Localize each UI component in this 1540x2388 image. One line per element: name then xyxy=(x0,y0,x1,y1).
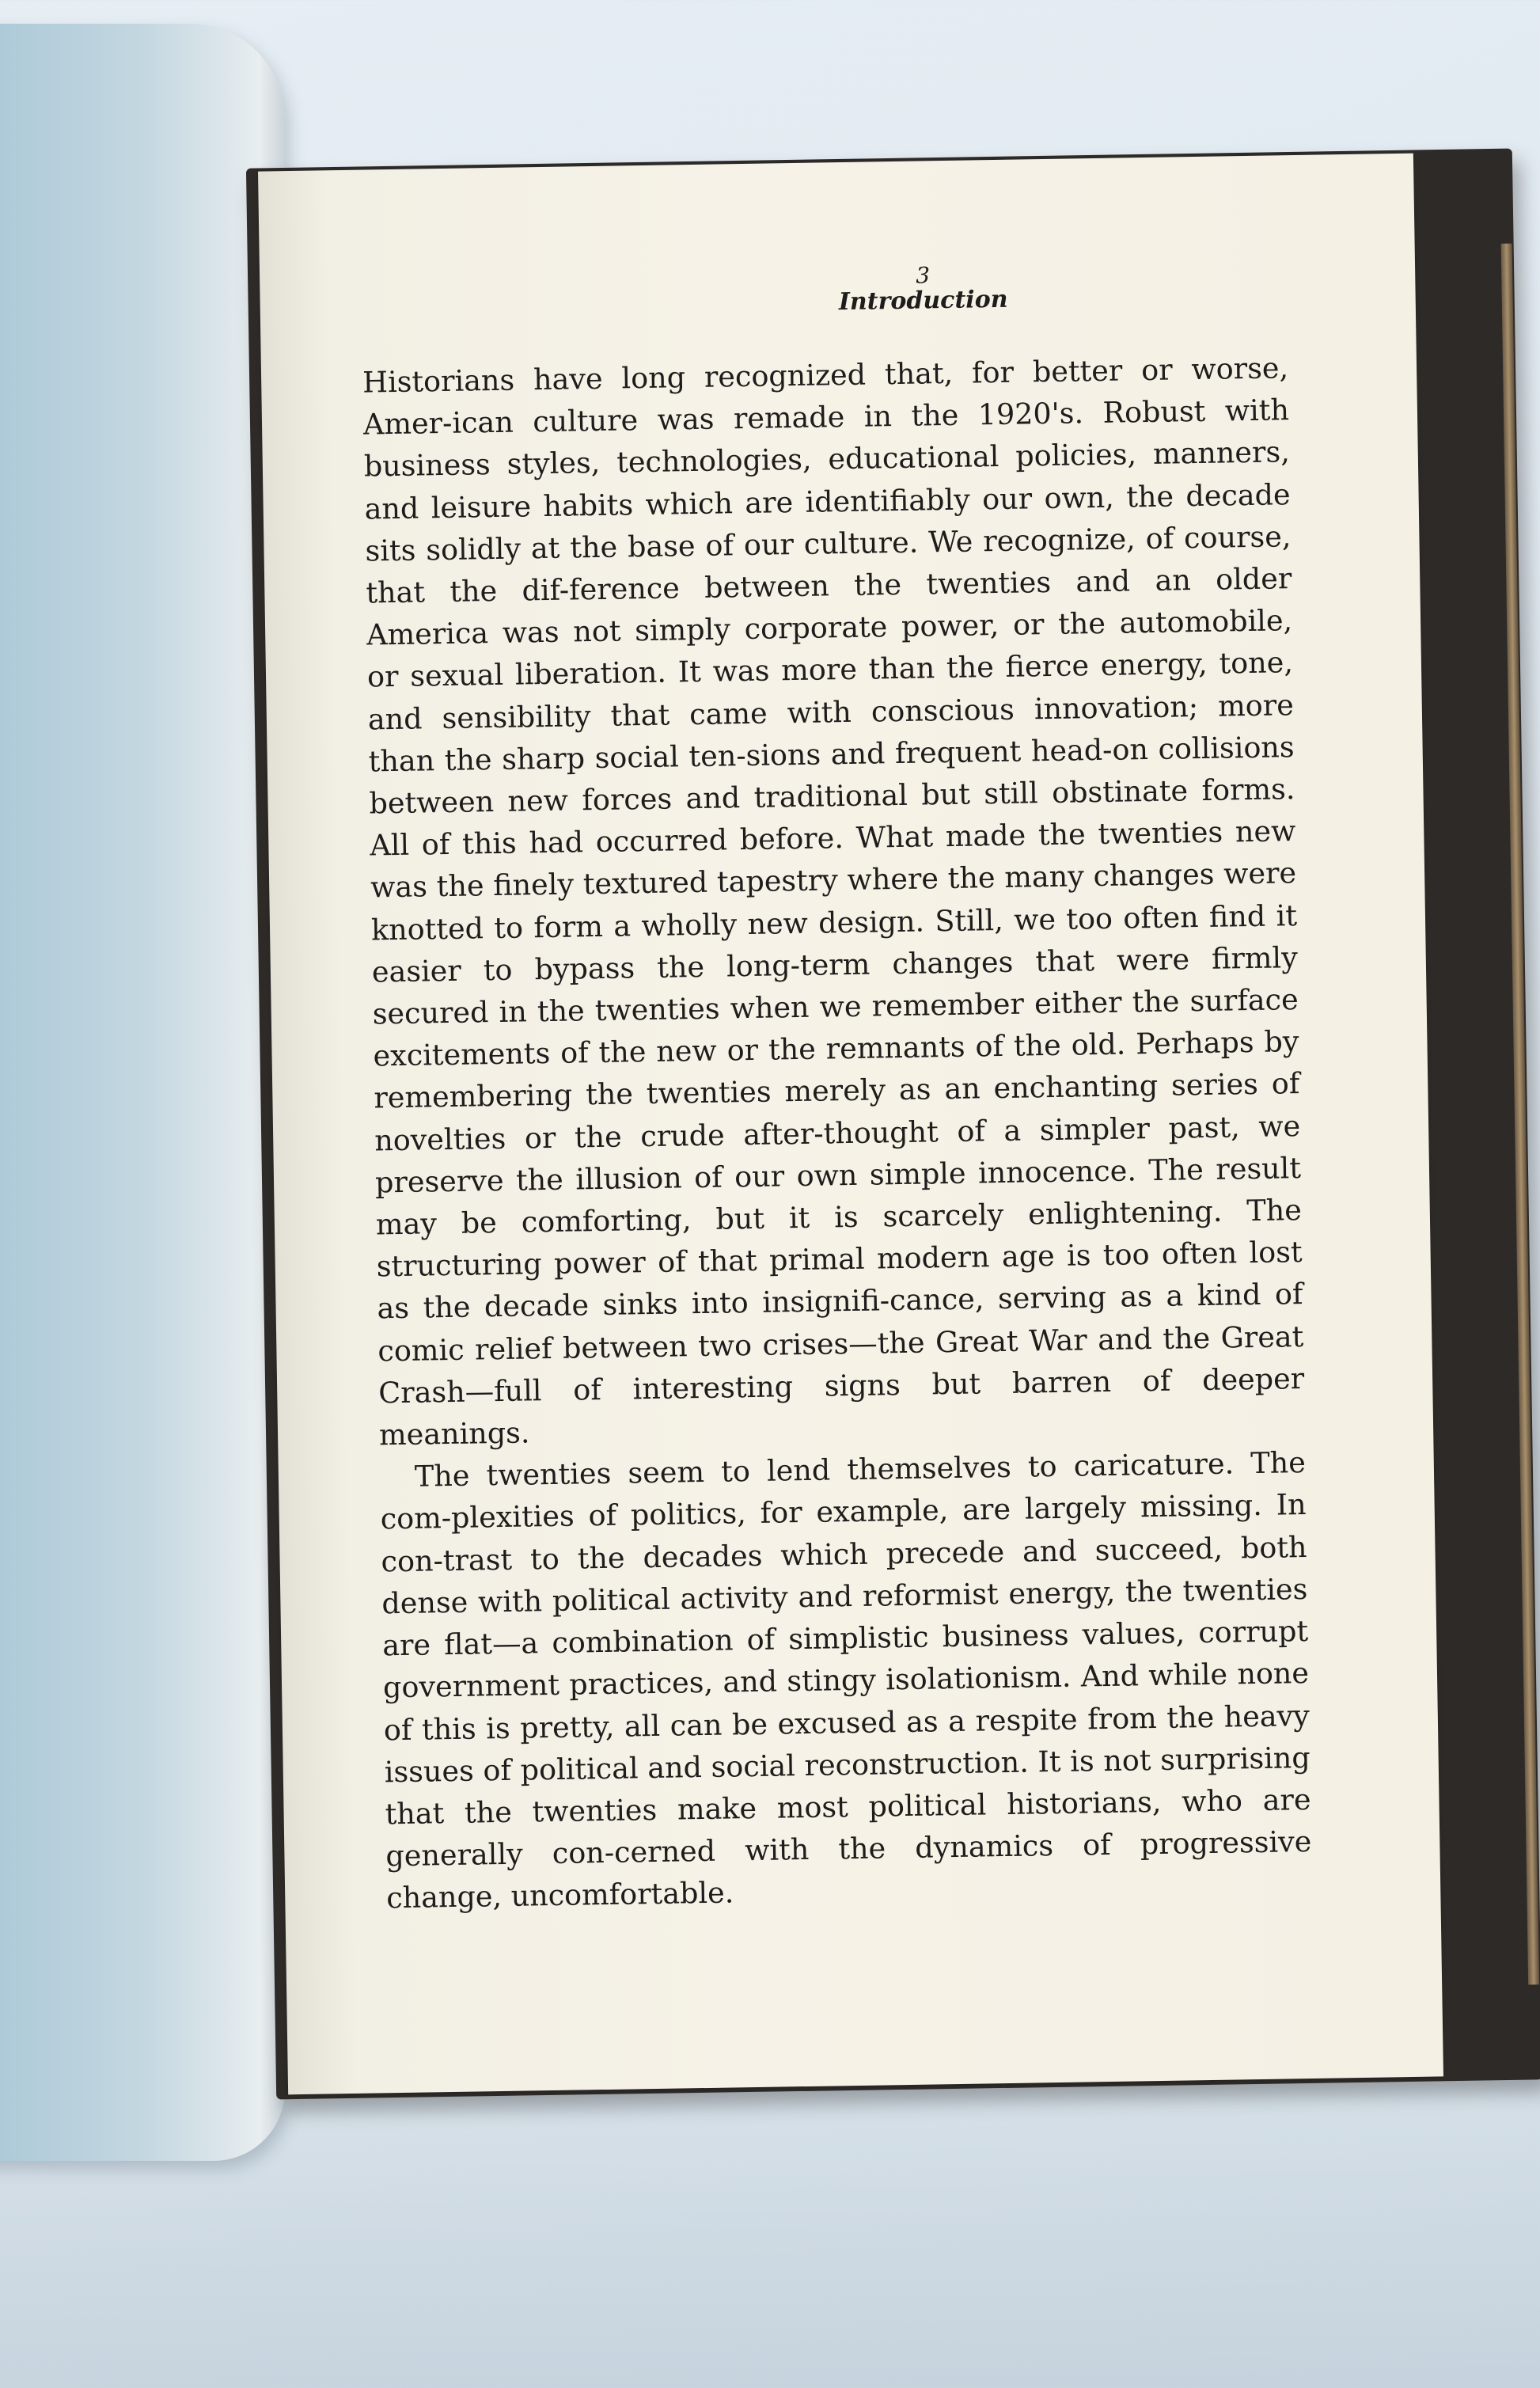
page-header xyxy=(559,258,1288,320)
paragraph: The twenties seem to lend themselves to caricature. The com-plexities of politics, for example, are largely missing. In con-trast to the decades which precede and succeed, both dense with political activity and reformist energy, the twenties are flat—a combination of simplistic business values, corrupt government practices, and stingy isolationism. And while none of this is pretty, all can be excused as a respite from the heavy issues of political and social reconstruction. It is not surprising that the twenties make most political historians, who are generally con-cerned with the dynamics of progressive change, uncomfortable. xyxy=(380,1445,1312,1915)
left-page xyxy=(0,24,285,2161)
page-content xyxy=(361,258,1313,1919)
body-text xyxy=(362,347,1313,1919)
right-page xyxy=(258,154,1443,2095)
page-edge xyxy=(1501,244,1540,1985)
running-head: Introduction xyxy=(838,285,1008,317)
page-number: 3 xyxy=(915,262,931,289)
paragraph: Historians have long recognized that, for better or worse, Amer-ican culture was remade in the 1920's. Robust with business styles, technologies, educational policies, manners, and leisure habits which are identifiably our own, the decade sits solidly at the base of our culture. We recognize, of course, that the dif-ference between the twenties and an older America was not simply corporate power, or the automobile, or sexual liberation. It was more than the fierce energy, tone, and sensibility that came with conscious innovation; more than the sharp social ten-sions and frequent head-on collisions between new forces and traditional but still obstinate forms. All of this had occurred before. What made the twenties new was the finely textured tapestry where the many changes were knotted to form a wholly new design. Still, we too often find it easier to bypass the long-term changes that were firmly secured in the twenties when we remember either the surface excitements of the new or the remnants of the old. Perhaps by remembering the twenties merely as an enchanting series of novelties or the crude after-thought of a simpler past, we preserve the illusion of our own simple innocence. The result may be comforting, but it is scarcely enlightening. The structuring power of that primal modern age is too often lost as the decade sinks into insignifi-cance, serving as a kind of comic relief between two crises—the Great War and the Great Crash—full of interesting signs but barren of deeper meanings. xyxy=(362,351,1305,1452)
